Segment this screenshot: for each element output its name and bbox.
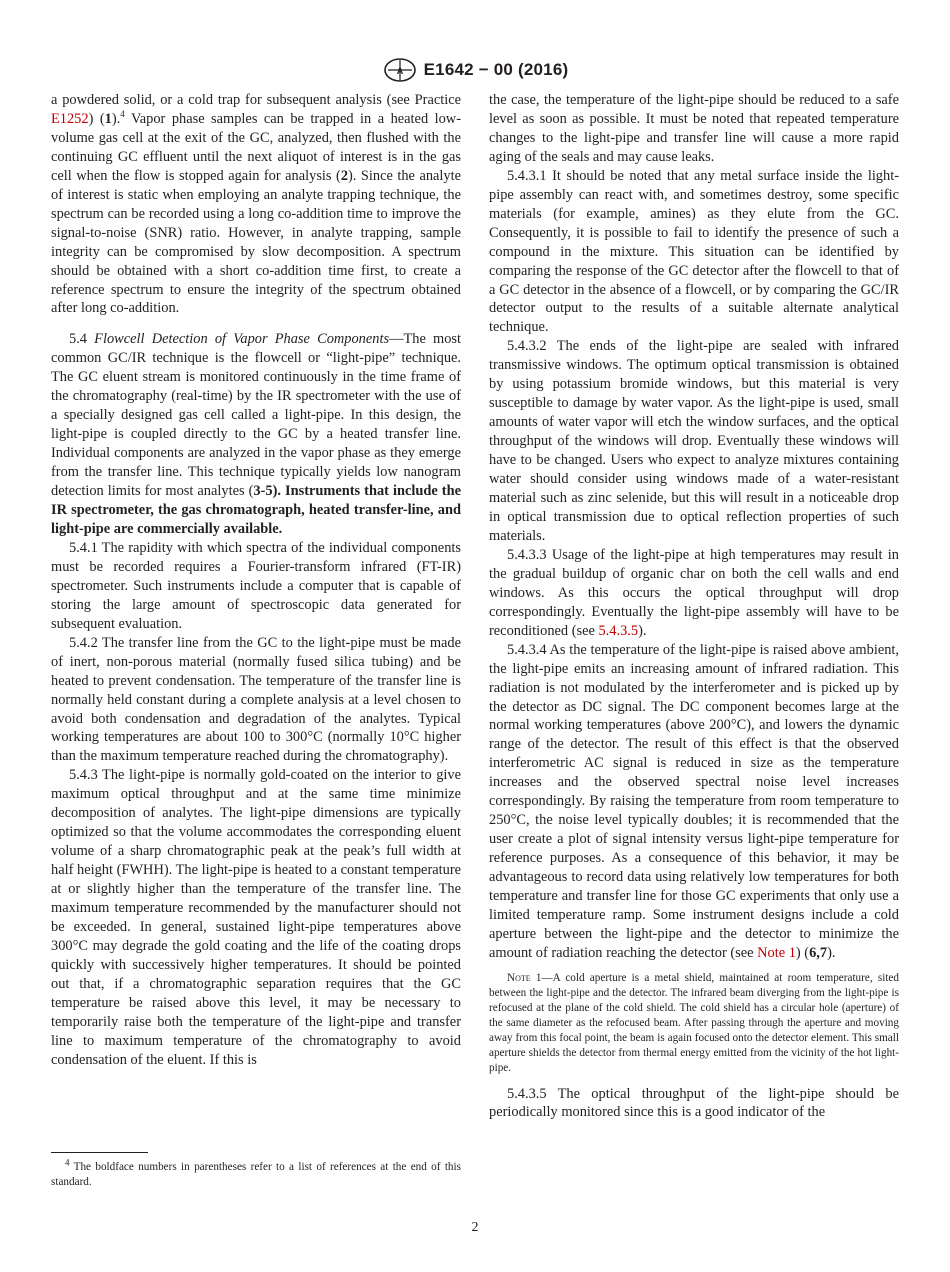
section-5-4-3-1: 5.4.3.1 It should be noted that any metal surface inside the light-pipe assembly can react with, and sometimes destroy, some specific materials (for example, amines) as they elute from the GC. Consequently, it is possible to fail to identify the presence of such a compound in the mixture. This situation can be identified by comparing the response of the GC detector after the flowcell to that of a GC detector in the absence of a flowcell, or by comparing the GC/IR detector output to the results of a suitable alternate analytical technique. xyxy=(489,167,899,336)
section-5-4: 5.4 Flowcell Detection of Vapor Phase Components—The most common GC/IR technique is the flowcell or “light-pipe” technique. The GC eluent stream is monitored continuously in the time frame of the chromatography (real-time) by the IR spectrometer with the use of a specially designed gas cell called a light-pipe. In this design, the light-pipe is coupled directly to the GC by a heated transfer line. Individual components are analyzed in the vapor phase as they emerge from the transfer line. This technique typically yields low nanogram detection limits for most analytes (3-5). Instruments that include the IR spectrometer, the gas chromatograph, heated transfer-line, and light-pipe are commercially available. xyxy=(51,331,461,537)
section-5-4-2: 5.4.2 The transfer line from the GC to the light-pipe must be made of inert, non-porous material (normally fused silica tubing) and be heated to prevent condensation. The temperature of the transfer line is normally held constant during a complete analysis at a level chosen to avoid both condensation and degradation of the analytes. Typical working temperatures are about 100 to 300°C (normally 10°C higher than the maximum temperature reached during the chromatography). xyxy=(51,634,461,765)
reference-1[interactable]: 1 xyxy=(104,110,112,127)
reference-3-5[interactable]: 3-5 xyxy=(253,483,273,500)
note-1: Note 1—A cold aperture is a metal shield, maintained at room temperature, sited between the light-pipe and the detector. The infrared beam diverging from the light-pipe is refocused at the plane of the cold shield. The cold shield has a circular hole (aperture) of the same diameter as the refocused beam. After passing through the aperture and moving away from this focal point, the beam is again focused onto the detector element. This small aperture shields the detector from thermal energy emitted from the vicinity of the hot light-pipe. xyxy=(489,971,899,1075)
section-5-4-3-5: 5.4.3.5 The optical throughput of the light-pipe should be periodically monitored since this is a good indicator of the xyxy=(489,1085,899,1121)
section-5-4-3-2: 5.4.3.2 The ends of the light-pipe are sealed with infrared transmissive windows. The optimum optical transmission is obtained by using potassium bromide windows, but this material is very susceptible to damage by water vapor. As the light-pipe is used, small amounts of water vapor will etch the window surfaces, and the optical throughput of the windows will drop. Eventually these windows will have to be changed. Users who expect to analyze mixtures containing water should consider using windows made of a water-resistant material such as zinc selenide, but this will result in a noticeable drop in optical transmission due to optical reflection properties of such materials. xyxy=(489,338,899,544)
note-1-link[interactable]: Note 1 xyxy=(757,944,796,961)
practice-e1252-link[interactable]: E1252 xyxy=(51,110,89,127)
page-header xyxy=(0,56,950,84)
footnote-divider xyxy=(51,1152,148,1153)
section-5-4-title: Flowcell Detection of Vapor Phase Components xyxy=(94,331,390,348)
section-5-4-1: 5.4.1 The rapidity with which spectra of the individual components must be recorded requires a Fourier-transform infrared (FT-IR) spectrometer. Such instruments include a computer that is capable of storing the large amount of spectroscopic data generated for subsequent evaluation. xyxy=(51,539,461,632)
page-number: 2 xyxy=(471,1220,479,1235)
section-5-4-3-continuation: the case, the temperature of the light-pipe should be reduced to a safe level as soon as possible. It must be noted that repeated temperature changes to the light-pipe and transfer line will cause a more rapid aging of the seals and may cause leaks. xyxy=(489,92,899,165)
svg-text:A: A xyxy=(396,66,403,76)
footnote-marker: 4 xyxy=(120,109,125,120)
reference-6-7[interactable]: 6,7 xyxy=(809,944,828,961)
paragraph-continuation: a powdered solid, or a cold trap for subsequent analysis (see Practice E1252) (1).$^4$ Vapor phase samples can be trapped in a heated low-volume gas cell at the exit of the GC, analyzed, then flushed with the continuing GC effluent until the next aliquot of interest is in the gas cell when the flow is stopped again for analysis (2). Since the analyte of interest is static when employing an analyte trapping technique, the spectrum can be recorded using a long co-addition time to improve the signal-to-noise (SNR) ratio. However, in analyte trapping, sample integrity can be compromised by slow decomposition. A spectrum should be obtained with a short co-addition time first, to create a reference spectrum to ensure the integrity of the spectrum obtained after long co-addition. xyxy=(51,92,461,317)
note-1-label: Note 1 xyxy=(507,971,542,984)
section-5-4-3: 5.4.3 The light-pipe is normally gold-coated on the interior to give maximum optical throughput and at the same time minimize decomposition of analytes. The light-pipe dimensions are typically optimized so that the volume accommodates the corresponding eluent volume of a sharp chromatographic peak at the peak’s full width at half height (FWHH). The light-pipe is heated to a constant temperature at or slightly higher than the temperature of the transfer line. The maximum temperature recommended by the manufacturer should not be exceeded. In general, sustained light-pipe temperatures above 300°C may degrade the gold coating and the life of the coating drops quickly with successively higher temperatures. It should be pointed out that, if a chromatographic separation requires that the GC temperature be raised above this level, it may be necessary to temporarily raise both the temperature of the light-pipe and transfer line to maximum temperature of the chromatography to avoid condensation of the eluent. If this is xyxy=(51,767,461,1068)
reference-2[interactable]: 2 xyxy=(340,167,349,184)
footnote-4: $^4$ The boldface numbers in parentheses refer to a list of references at the end of this standard. xyxy=(51,1157,461,1188)
standard-designation: E1642 − 00 (2016) xyxy=(423,60,569,79)
astm-logo-icon xyxy=(382,57,418,83)
right-column xyxy=(489,91,899,1122)
left-column xyxy=(51,91,461,1070)
section-5-4-3-3: 5.4.3.3 Usage of the light-pipe at high temperatures may result in the gradual buildup of organic char on both the cell walls and end windows. As this occurs the optical throughput will drop correspondingly. Eventually the light-pipe assembly will have to be reconditioned (see 5.4.3.5). xyxy=(489,546,899,639)
section-5-4-3-5-link[interactable]: 5.4.3.5 xyxy=(598,622,639,639)
section-5-4-3-4: 5.4.3.4 As the temperature of the light-pipe is raised above ambient, the light-pipe emits an increasing amount of infrared radiation. This radiation is not modulated by the interferometer and is picked up by the detector as DC signal. The DC component becomes large at the normal working temperatures (above 200°C), and lowers the dynamic range of the detector. The result of this effect is that the observed interferometric AC signal is reduced in size as the temperature increases and the observed spectral noise level increases correspondingly. By raising the temperature from room temperature to 250°C, the noise level typically doubles; it is recommended that the user create a plot of signal intensity versus light-pipe temperature for reference purposes. As a consequence of this behavior, it may be advantageous to record data using relatively low temperatures for both temperature and transfer line for those GC experiments that only use a limited temperature ramp. Some instrument designs include a cold aperture between the light-pipe and the detector to minimize the amount of radiation reaching the detector (see Note 1) (6,7). xyxy=(489,641,899,961)
